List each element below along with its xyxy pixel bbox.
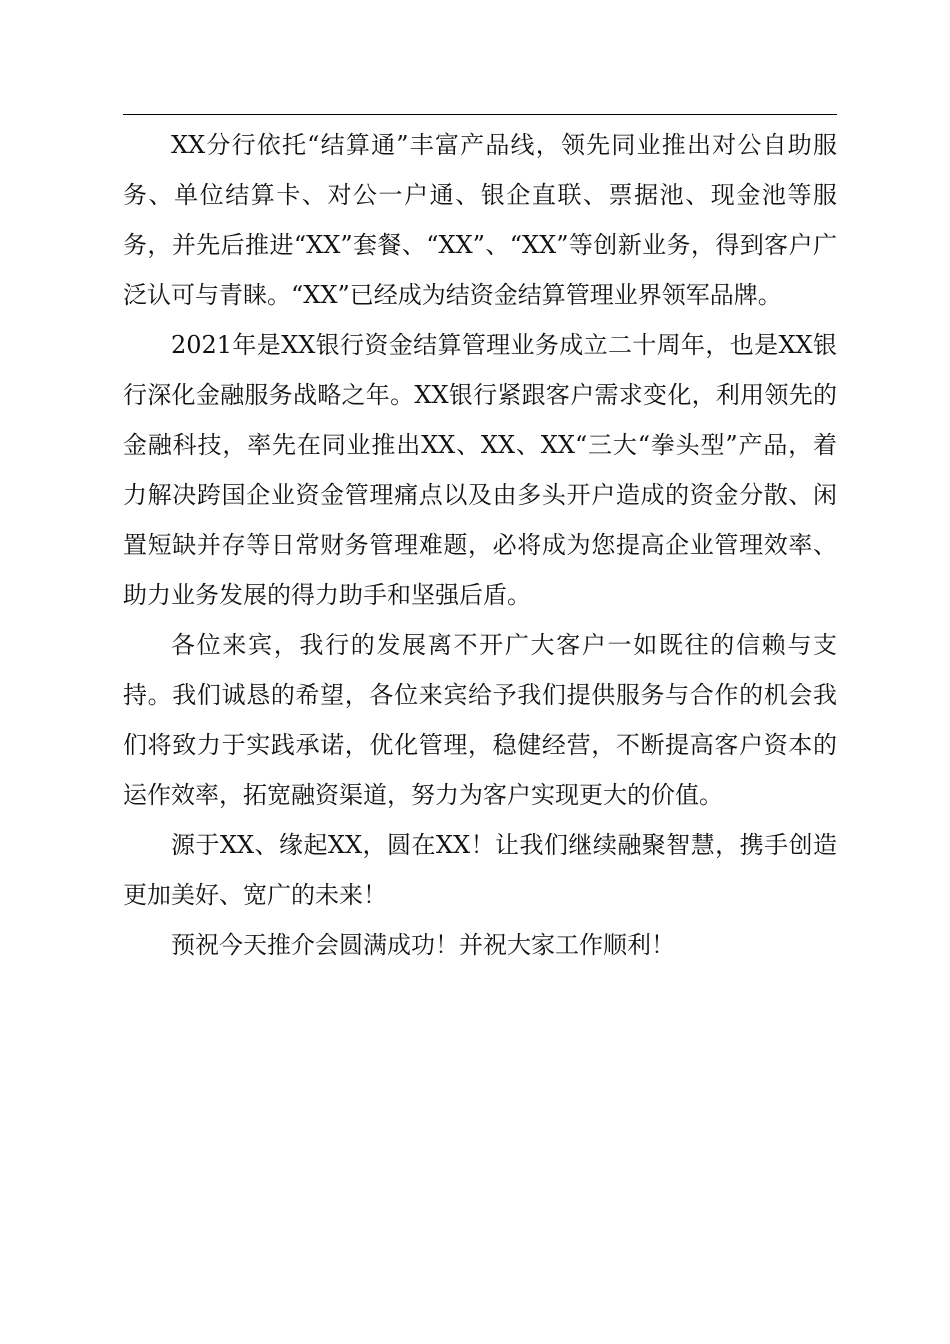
paragraph-future: 源于XX、缘起XX，圆在XX！让我们继续融聚智慧，携手创造更加美好、宽广的未来！ bbox=[123, 831, 837, 909]
document-body bbox=[123, 120, 837, 970]
paragraph-closing-wishes: 预祝今天推介会圆满成功！并祝大家工作顺利！ bbox=[171, 931, 675, 959]
header-rule bbox=[123, 114, 837, 115]
paragraph-guests-thanks: 各位来宾，我行的发展离不开广大客户一如既往的信赖与支持。我们诚恳的希望，各位来宾给予我们提供服务与合作的机会我们将致力于实践承诺，优化管理，稳健经营，不断提高客户资本的运作效率，拓宽融资渠道，努力为客户实现更大的价值。 bbox=[123, 631, 837, 809]
paragraph-settlement-products: XX分行依托“结算通”丰富产品线，领先同业推出对公自助服务、单位结算卡、对公一户通、银企直联、票据池、现金池等服务，并先后推进“XX”套餐、“XX”、“XX”等创新业务，得到客户广泛认可与青睐。“XX”已经成为结资金结算管理业界领军品牌。 bbox=[123, 131, 837, 309]
paragraph-anniversary: 2021年是XX银行资金结算管理业务成立二十周年，也是XX银行深化金融服务战略之年。XX银行紧跟客户需求变化，利用领先的金融科技，率先在同业推出XX、XX、XX“三大“拳头型”产品，着力解决跨国企业资金管理痛点以及由多头开户造成的资金分散、闲置短缺并存等日常财务管理难题，必将成为您提高企业管理效率、助力业务发展的得力助手和坚强后盾。 bbox=[123, 331, 837, 609]
